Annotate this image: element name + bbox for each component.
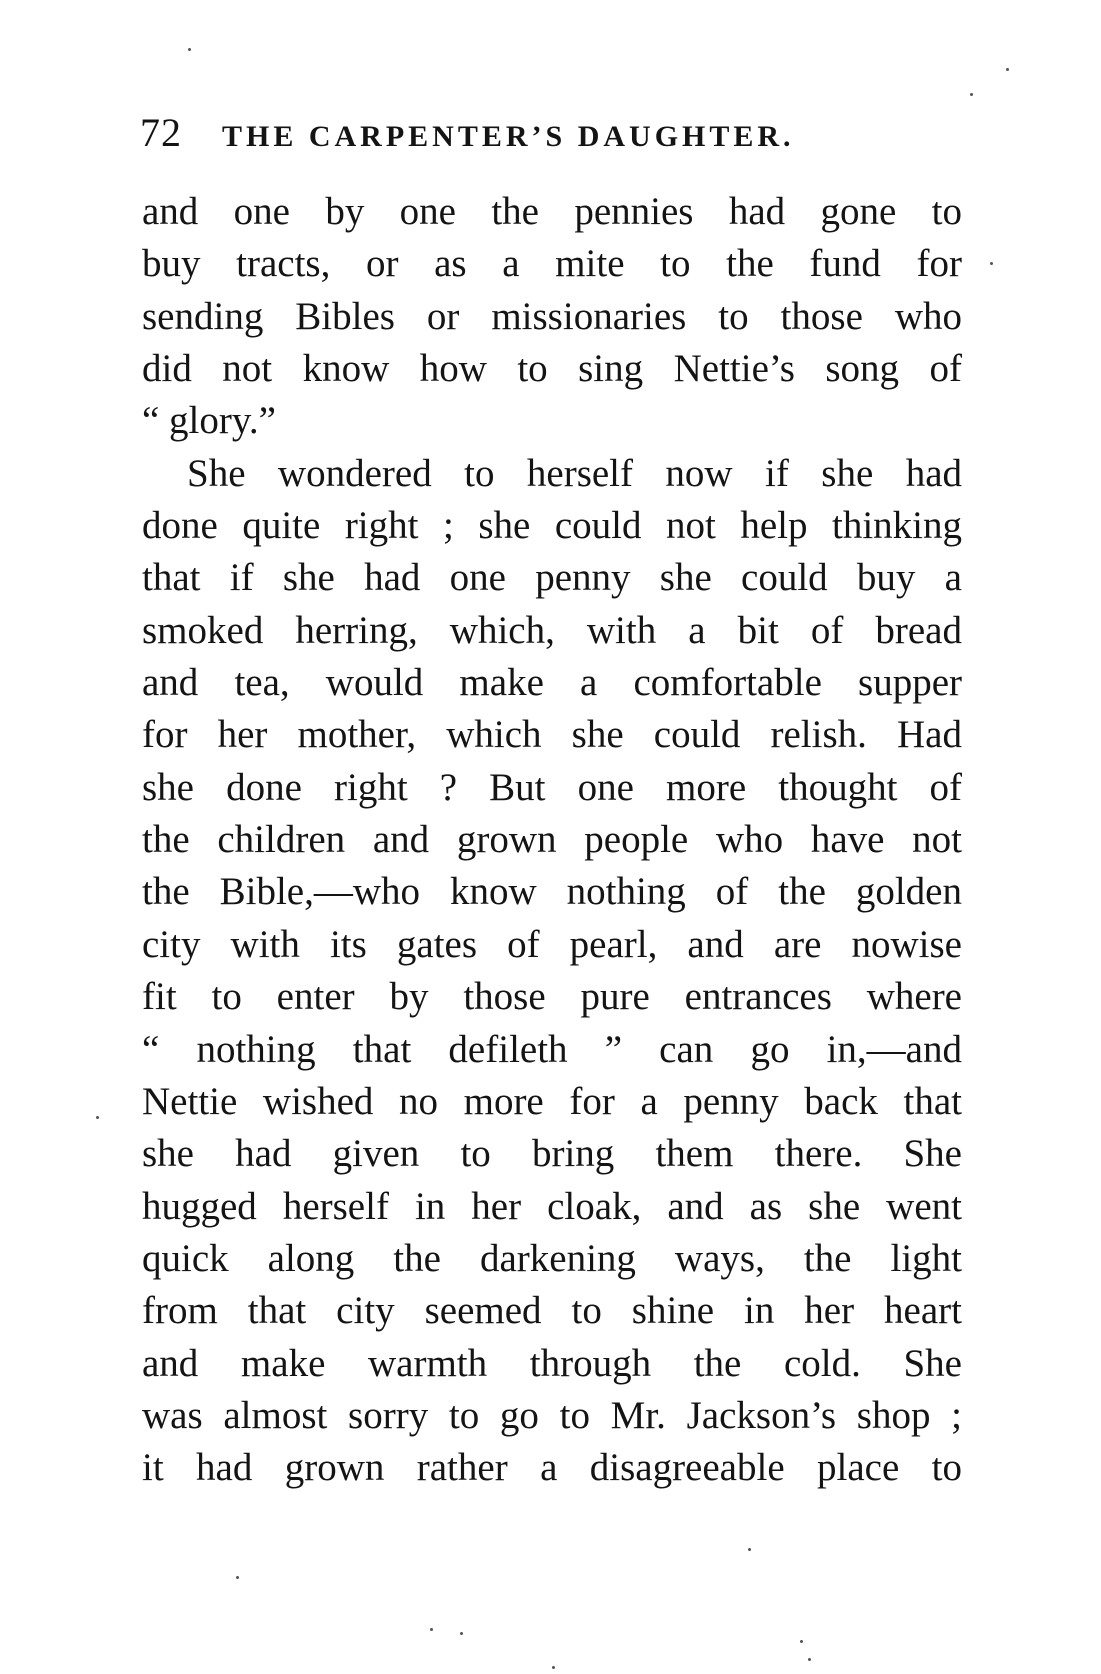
text-line: and one by one the pennies had gone to <box>142 190 962 233</box>
scan-speck <box>970 93 973 96</box>
text-line: did not know how to sing Nettie’s song of <box>142 347 962 391</box>
text-line: “ nothing that defileth ” can go in,—and <box>142 1027 962 1071</box>
text-line: for her mother, which she could relish. Had <box>142 713 962 757</box>
text-line: sending Bibles or missionaries to those who <box>142 294 962 338</box>
text-line: hugged herself in her cloak, and as she went <box>142 1184 962 1228</box>
text-line: the children and grown people who have not <box>142 818 962 862</box>
text-line: she had given to bring them there. She <box>142 1132 962 1176</box>
text-line: that if she had one penny she could buy a <box>142 556 962 600</box>
scan-speck <box>748 1548 751 1551</box>
body-text <box>142 186 962 1495</box>
text-line: was almost sorry to go to Mr. Jackson’s shop ; <box>142 1393 962 1437</box>
running-title: THE CARPENTER’S DAUGHTER. <box>222 120 795 153</box>
scan-speck <box>990 262 993 265</box>
text-line: She wondered to herself now if she had <box>187 451 962 495</box>
scan-speck <box>188 48 191 51</box>
page-number: 72 <box>140 110 182 155</box>
scan-speck <box>430 1628 433 1631</box>
scan-speck <box>96 1116 99 1119</box>
scan-speck <box>236 1576 239 1579</box>
scan-speck <box>1006 68 1009 71</box>
text-line: smoked herring, which, with a bit of bread <box>142 608 962 652</box>
text-line: and tea, would make a comfortable supper <box>142 661 962 705</box>
text-line: “ glory.” <box>142 399 276 443</box>
text-line: from that city seemed to shine in her heart <box>142 1289 962 1333</box>
text-line: done quite right ; she could not help thinking <box>142 504 962 548</box>
scan-speck <box>552 1666 555 1669</box>
text-line: and make warmth through the cold. She <box>142 1341 962 1385</box>
scan-speck <box>460 1632 463 1635</box>
text-line: buy tracts, or as a mite to the fund for <box>142 242 962 286</box>
text-line: quick along the darkening ways, the light <box>142 1236 962 1280</box>
running-head <box>140 108 960 158</box>
text-line: she done right ? But one more thought of <box>142 765 962 809</box>
scan-speck <box>808 1658 811 1661</box>
text-line: city with its gates of pearl, and are nowise <box>142 922 962 966</box>
text-line: fit to enter by those pure entrances where <box>142 975 962 1019</box>
text-line: Nettie wished no more for a penny back that <box>142 1079 962 1123</box>
text-line: the Bible,—who know nothing of the golden <box>142 870 962 914</box>
text-line: it had grown rather a disagreeable place to <box>142 1446 962 1490</box>
scan-speck <box>800 1640 803 1643</box>
